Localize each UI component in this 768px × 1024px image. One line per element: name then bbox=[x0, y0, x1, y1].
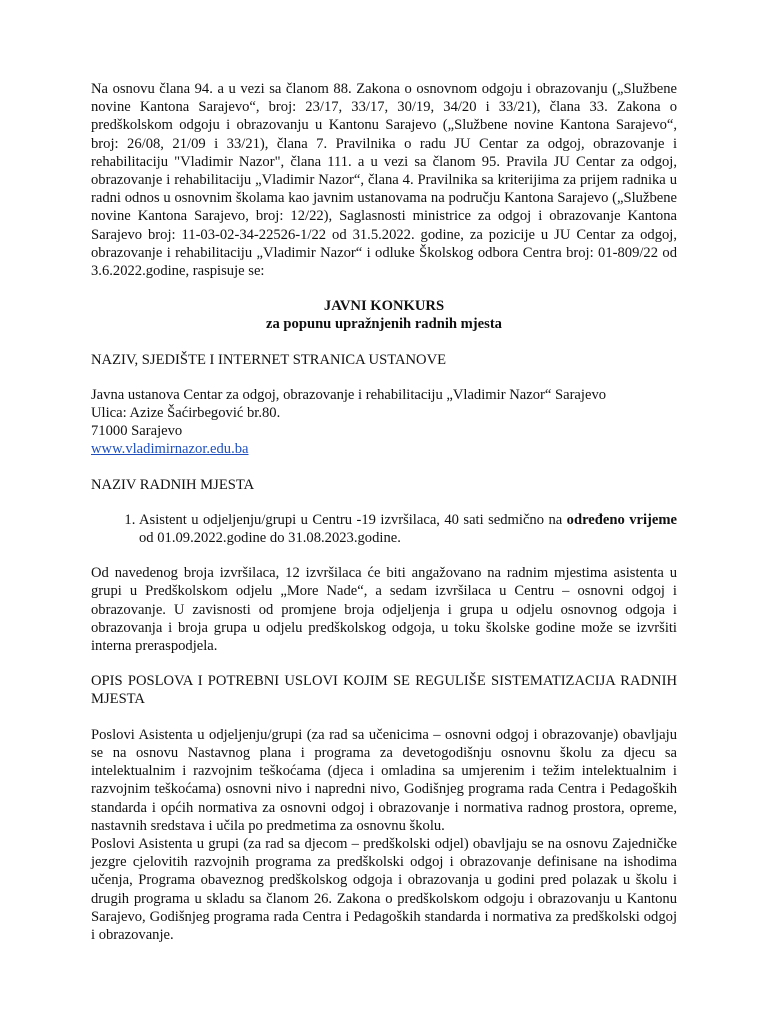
document-page bbox=[91, 80, 677, 944]
institution-street: Ulica: Azize Šaćirbegović br.80. bbox=[91, 405, 281, 422]
distribution-paragraph: Od navedenog broja izvršilaca, 12 izvršilaca će biti angažovano na radnim mjestima asistenta u grupi u Predškolskom odjelu „More Nade“, a sedam izvršilaca u Centru – osnovni odgoj i obrazovanje. U zavisnosti od promjene broja odjeljenja i grupa u odjelu osnovnog odgoja i obrazovanja i broja grupa u odjelu predškolskog odgoja, u toku školske godine može se izvršiti interna preraspodjela. bbox=[91, 565, 677, 655]
positions-list bbox=[91, 511, 677, 547]
position-text-bold: određeno vrijeme bbox=[566, 511, 677, 528]
institution-address bbox=[91, 386, 677, 459]
section-heading-positions: NAZIV RADNIH MJESTA bbox=[91, 476, 255, 493]
document-title: JAVNI KONKURS bbox=[323, 298, 445, 315]
institution-website-link[interactable]: www.vladimirnazor.edu.ba bbox=[91, 441, 249, 458]
document-subtitle: za popunu upražnjenih radnih mjesta bbox=[266, 316, 502, 333]
position-text-after: od 01.09.2022.godine do 31.08.2023.godine. bbox=[139, 530, 401, 547]
duties-paragraph-primary: Poslovi Asistenta u odjeljenju/grupi (za rad sa učenicima – osnovni odgoj i obrazovanje) obavljaju se na osnovu Nastavnog plana i programa za devetogodišnju osnovnu školu za djecu sa intelektualnim i razvojnim teškoćama (djeca i omladina sa umjerenim i težim intelektualnim i razvojnim teškoćama) osnovni nivo i napredni nivo, Godišnjeg programa rada Centra i Pedagoških standarda i općih normativa za osnovni odgoj i obrazovanje i normativa radnog prostora, opreme, nastavnih sredstava i učila po predmetima za osnovnu školu. bbox=[91, 726, 677, 834]
section-heading-duties: OPIS POSLOVA I POTREBNI USLOVI KOJIM SE REGULIŠE SISTEMATIZACIJA RADNIH MJESTA bbox=[91, 673, 677, 708]
intro-paragraph: Na osnovu člana 94. a u vezi sa članom 88. Zakona o osnovnom odgoju i obrazovanju („Službene novine Kantona Sarajevo“, broj: 23/17, 33/17, 30/19, 34/20 i 33/21), člana 33. Zakona o predškolskom odgoju i obrazovanju u Kantonu Sarajevo („Službene novine Kantona Sarajevo“, broj: 26/08, 21/09 i 33/21), člana 7. Pravilnika o radu JU Centar za odgoj, obrazovanje i rehabilitaciju "Vladimir Nazor", člana 111. a u vezi sa članom 95. Pravila JU Centar za odgoj, obrazovanje i rehabilitaciju „Vladimir Nazor“, člana 4. Pravilnika sa kriterijima za prijem radnika u radni odnos u osnovnim školama kao javnim ustanovama na području Kantona Sarajevo („Službene novine Kantona Sarajevo, broj: 12/22), Saglasnosti ministrice za odgoj i obrazovanje Kantona Sarajevo broj: 11-03-02-34-22526-1/22 od 31.5.2022. godine, za pozicije u JU Centar za odgoj, obrazovanje i rehabilitaciju „Vladimir Nazor“ i odluke Školskog odbora Centra broj: 01-809/22 od 3.6.2022.godine, raspisuje se: bbox=[91, 81, 677, 280]
institution-name: Javna ustanova Centar za odgoj, obrazovanje i rehabilitaciju „Vladimir Nazor“ Sarajevo bbox=[91, 386, 607, 403]
position-item bbox=[139, 511, 677, 547]
duties-paragraph-preschool: Poslovi Asistenta u grupi (za rad sa djecom – predškolski odjel) obavljaju se na osnovu Zajedničke jezgre cjelovitih razvojnih programa za predškolski odgoj i obrazovanje definisane na ishodima učenja, Programa obaveznog predškolskog odgoja i obrazovanja u godini pred polazak u školu i drugih programa u skladu sa članom 26. Zakona o predškolskom odgoju i obrazovanju u Kantonu Sarajevo, Godišnjeg programa rada Centra i Pedagoških standarda i normativa za predškolski odgoj i obrazovanje. bbox=[91, 835, 677, 943]
position-text-before: Asistent u odjeljenju/grupi u Centru -19 izvršilaca, 40 sati sedmično na bbox=[139, 511, 567, 528]
section-heading-institution: NAZIV, SJEDIŠTE I INTERNET STRANICA USTANOVE bbox=[91, 351, 447, 368]
institution-city: 71000 Sarajevo bbox=[91, 423, 183, 440]
